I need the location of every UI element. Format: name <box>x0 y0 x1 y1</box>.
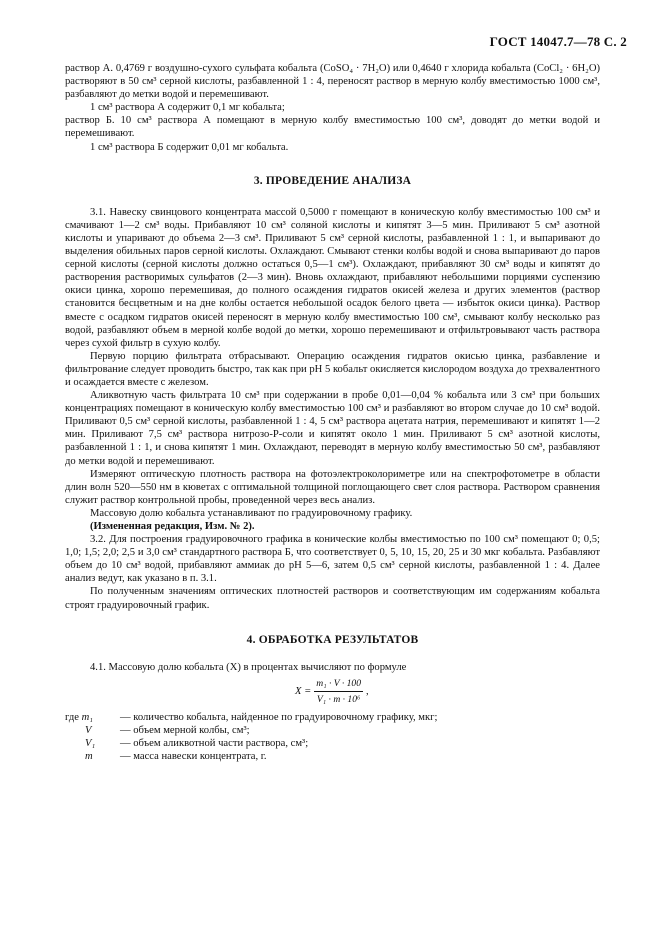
legend-symbol <box>65 711 120 724</box>
formula-numerator: m₁ · V · 100 <box>314 677 363 692</box>
amendment-note: (Измененная редакция, Изм. № 2). <box>90 521 255 532</box>
legend-text: — объем мерной колбы, см³; <box>120 724 250 736</box>
page-header: ГОСТ 14047.7—78 С. 2 <box>489 34 627 49</box>
legend-row <box>65 711 600 724</box>
legend-row <box>65 750 600 763</box>
document-body <box>65 62 600 763</box>
legend-variable: m₁ <box>81 711 93 723</box>
legend-row <box>65 737 600 750</box>
formula <box>65 677 600 707</box>
paragraph-first-portion: Первую порцию фильтрата отбрасывают. Операцию осаждения гидратов окисью цинка, разбавление и фильтрование следует проводить быстро, так как при pH 5 кобальт окисляется кислородом воздуха до трехвалентного и осаждается вместе с железом. <box>65 350 600 388</box>
paragraph-optical-density: Измеряют оптическую плотность раствора на фотоэлектроколориметре или на спектрофотометре в области длин волн 520—550 нм в кюветах с оптимальной толщиной поглощающего свет слоя раствора. Раствором сравнения служит раствор контрольной пробы, проведенной через весь анализ. <box>65 468 600 506</box>
legend-text: — объем аликвотной части раствора, см³; <box>120 738 309 750</box>
formula-legend <box>65 711 600 763</box>
legend-variable: V₁ <box>85 738 96 750</box>
paragraph-calibration-graph: По полученным значениям оптических плотностей растворов и соответствующим им содержаниям кобальта строят градуировочный график. <box>65 586 600 611</box>
section-3-title: 3. ПРОВЕДЕНИЕ АНАЛИЗА <box>253 174 412 187</box>
paragraph-3-1: 3.1. Навеску свинцового концентрата массой 0,5000 г помещают в коническую колбу вместимостью 100 см³ и смачивают 1—2 см³ воды. Прибавляют 10 см³ соляной кислоты и кипятят 3—5 мин. Приливают 5 см³ азотной кислоты и упаривают до объема 2—3 см³. Приливают 5 см³ серной кислоты, разбавленной 1 : 1, и выпаривают до выделения обильных паров серной кислоты. Охлаждают. Смывают стенки колбы водой и снова выпаривают до паров серной кислоты (серной кислоты должно остаться 0,5—1 см³). Охлаждают, прибавляют 30 см³ воды и кипятят до растворения растворимых сульфатов (2—3 мин). Вновь охлаждают, прибавляют небольшими порциями суспензию окиси цинка, хорошо перемешивая, до полного осаждения гидратов окисей железа и других элементов (раствор становится бесцветным и на дне колбы остается небольшой осадок белого цвета — избыток окиси цинка). Раствор вместе с осадком гидратов окисей переносят в мерную колбу вместимостью 100 см³, смывают колбу несколько раз водой, разбавляют объем в мерной колбе водой до метки, хорошо перемешивают и отфильтровывают часть раствора через сухой фильтр в сухую колбу. <box>65 206 600 349</box>
paragraph-solution-b-content: 1 см³ раствора Б содержит 0,01 мг кобальта. <box>90 141 289 153</box>
legend-text: — количество кобальта, найденное по градуировочному графику, мкг; <box>120 711 438 723</box>
formula-denominator: V₁ · m · 10⁶ <box>316 693 361 705</box>
legend-text: — масса навески концентрата, г. <box>120 751 267 763</box>
formula-tail: , <box>366 685 369 697</box>
section-4-title: 4. ОБРАБОТКА РЕЗУЛЬТАТОВ <box>246 633 419 646</box>
formula-fraction <box>314 677 363 706</box>
paragraph-4-1: 4.1. Массовую долю кобальта (X) в процентах вычисляют по формуле <box>90 661 407 673</box>
legend-variable: V <box>85 724 92 736</box>
legend-variable: m <box>85 751 93 763</box>
paragraph-solution-b: раствор Б. 10 см³ раствора А помещают в мерную колбу вместимостью 100 см³, доводят до метки водой и перемешивают. <box>65 115 600 140</box>
paragraph-mass-fraction: Массовую долю кобальта устанавливают по градуировочному графику. <box>90 507 413 519</box>
paragraph-solution-a-content: 1 см³ раствора А содержит 0,1 мг кобальта; <box>90 102 285 114</box>
legend-row <box>65 724 600 737</box>
legend-prefix: где <box>65 711 79 723</box>
paragraph-solution-a: раствор А. 0,4769 г воздушно-сухого сульфата кобальта (CoSO₄ · 7H₂O) или 0,4640 г хлорида кобальта (CoCl₂ · 6H₂O) растворяют в 50 см³ серной кислоты, разбавленной 1 : 4, переносят раствор в мерную колбу вместимостью 1000 см³, разбавляют до метки водой и перемешивают. <box>65 63 600 101</box>
paragraph-3-2: 3.2. Для построения градуировочного графика в конические колбы вместимостью по 100 см³ помещают 0; 0,5; 1,0; 1,5; 2,0; 2,5 и 3,0 см³ стандартного раствора Б, что соответствует 0, 5, 10, 15, 20, 25 и 30 мкг кобальта. Разбавляют объем до 10 см³ водой, прибавляют аммиак до pH 5—6, затем 0,5 см³ серной кислоты, разбавленной 1 : 4. Далее анализ ведут, как указано в п. 3.1. <box>65 534 600 585</box>
paragraph-aliquot: Аликвотную часть фильтрата 10 см³ при содержании в пробе 0,01—0,04 % кобальта или 3 см³ при больших концентрациях помещают в коническую колбу вместимостью 100 см³ и разбавляют во втором случае до 10 см³ водой. Приливают 0,5 см³ серной кислоты, разбавленной 1 : 4, 5 см³ раствора ацетата натрия, перемешивают и кипятят 1—2 мин. Приливают 7,5 см³ раствора нитрозо-Р-соли и кипятят около 1 мин. Приливают 5 см³ азотной кислоты, разбавленной 1 : 1, и снова кипятят 1 мин. Охлаждают, переводят в мерную колбу вместимостью 50 см³, разбавляют до метки водой и перемешивают. <box>65 390 600 467</box>
formula-lhs: X = <box>295 685 312 697</box>
